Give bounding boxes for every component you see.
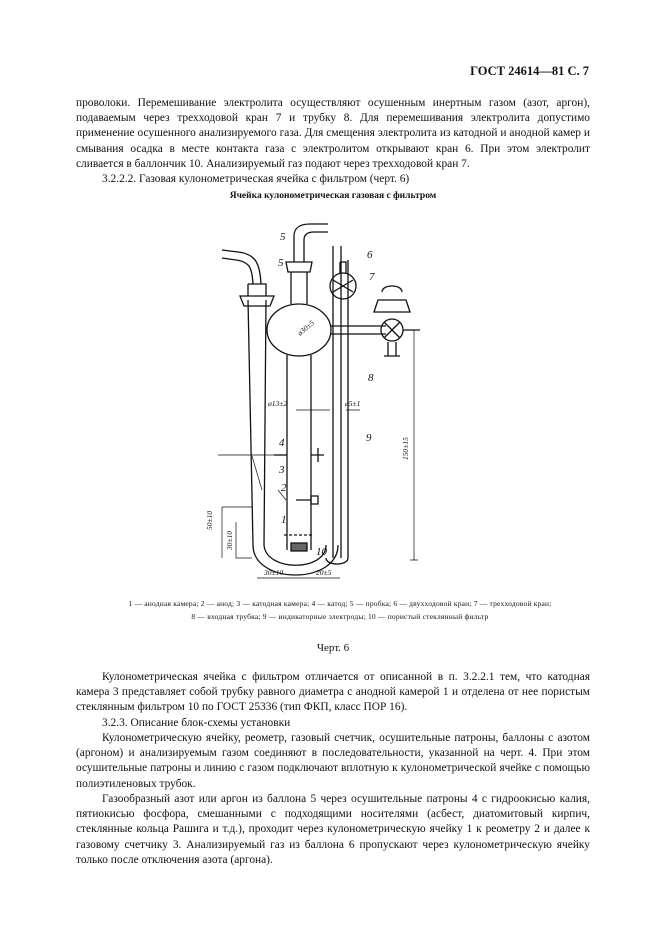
legend-line-2: 8 — входная трубка; 9 — индикаторные электроды; 10 — пористый стеклянный фильтр <box>191 612 489 621</box>
dim-tube: ø13±2 <box>268 399 288 408</box>
label-6: 6 <box>367 249 373 261</box>
paragraph-6: Газообразный азот или аргон из баллона 5 через осушительные патроны 4 с гидроокисью калия, пятиокисью фосфора, смешанными с подходящими носителями (асбест, диатомитовый кирпич, стеклянные кольца Рашига и т.д.), проходит через кулонометрическую ячейку 1 к реометру 2 и далее к газовому счетчику 3. Анализируемый газ из баллона 6 пропускают через кулонометрическую ячейку только после отключения азота (аргона). <box>76 793 590 866</box>
label-5a: 5 <box>280 231 286 243</box>
label-1: 1 <box>281 514 287 526</box>
dim-30-h: 30±10 <box>264 568 284 577</box>
dim-small: ø5±1 <box>345 399 361 408</box>
dim-30-v: 30±10 <box>225 530 234 550</box>
label-5b: 5 <box>278 257 284 269</box>
legend-line-1: 1 — анодная камера; 2 — анод; 3 — катодная камера; 4 — катод; 5 — пробка; 6 — двухходовой кран; 7 — трехходовой кран; <box>128 599 552 608</box>
figure-caption: Черт. 6 <box>316 642 350 654</box>
figure-title: Ячейка кулонометрическая газовая с фильтром <box>229 191 437 201</box>
page-header: ГОСТ 24614—81 С. 7 <box>470 64 589 78</box>
dim-20: 20±5 <box>316 568 332 577</box>
label-2: 2 <box>281 482 287 494</box>
dim-50: 50±10 <box>205 510 214 530</box>
label-4: 4 <box>279 437 285 449</box>
paragraph-2: 3.2.2.2. Газовая кулонометрическая ячейка с фильтром (черт. 6) <box>102 173 410 185</box>
paragraph-3: Кулонометрическая ячейка с фильтром отличается от описанной в п. 3.2.2.1 тем, что катодная камера 3 представляет собой трубку равного диаметра с анодной камерой 1 и отделена от нее пористым стеклянным фильтром 10 по ГОСТ 25336 (тип ФКП, класс ПОР 16). <box>76 671 590 714</box>
paragraph-5: Кулонометрическую ячейку, реометр, газовый счетчик, осушительные патроны, баллоны с азотом (аргоном) и анализируемым газом соединяют в последовательности, указанной на черт. 4. При этом осушительные патроны и линию с газом подключают вплотную к кулонометрической ячейке с помощью полиэтиленовых трубок. <box>76 732 590 790</box>
paragraph-1: проволоки. Перемешивание электролита осуществляют осушенным инертным газом (азот, аргон), подаваемым через трехходовой кран 7 и трубку 8. Для перемешивания электролита допустимо применение осушенного анализируемого газа. Для смещения электролита из катодной и анодной камер и смывания осадка в месте контакта газа с электролитом открывают кран 6. При этом электролит сливается в баллончик 10. Анализируемый газ подают через трехходовой кран 7. <box>76 97 590 170</box>
label-3: 3 <box>279 464 285 476</box>
dim-bulb: ø30±5 <box>295 318 316 338</box>
label-8: 8 <box>368 372 374 384</box>
dim-150: 150±15 <box>401 437 410 460</box>
label-9: 9 <box>366 432 372 444</box>
label-7: 7 <box>369 271 375 283</box>
label-10: 10 <box>316 546 327 558</box>
paragraph-4: 3.2.3. Описание блок-схемы установки <box>102 717 291 729</box>
